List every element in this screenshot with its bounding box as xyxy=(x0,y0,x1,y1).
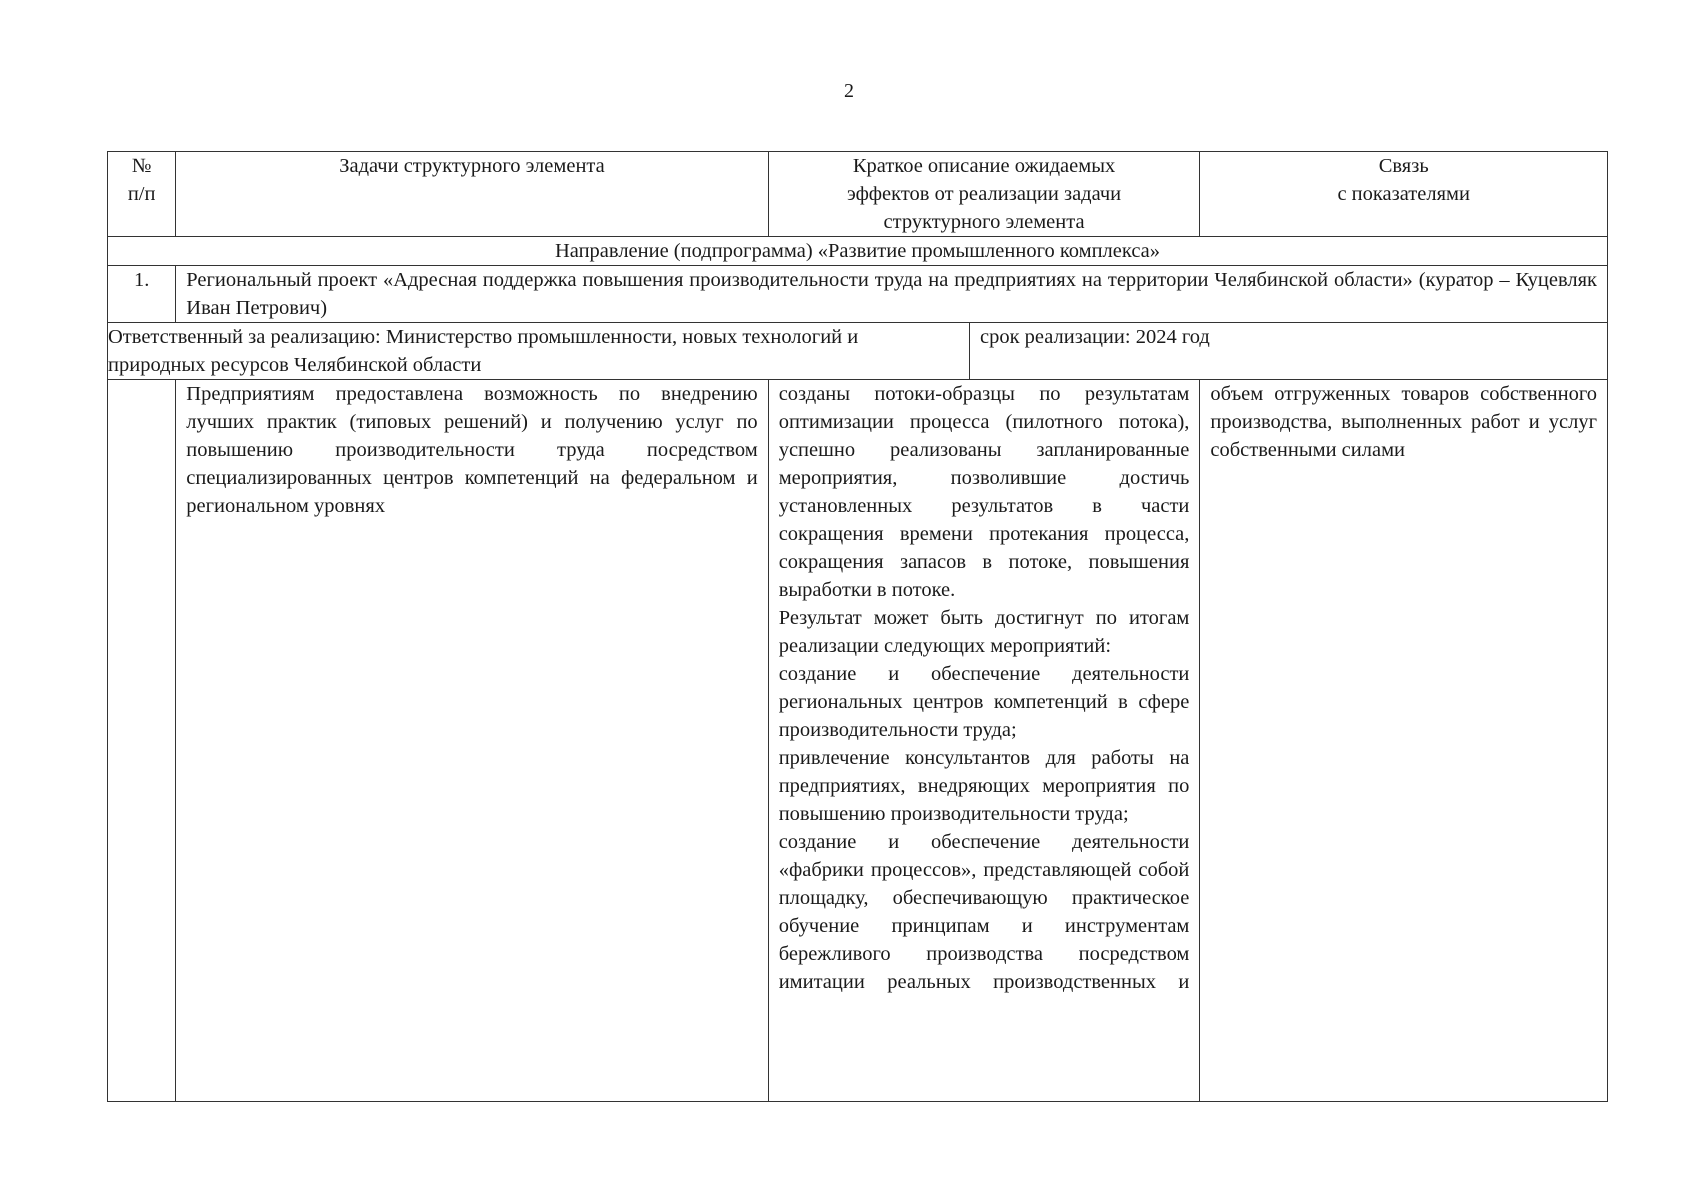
task-text: Предприятиям предоставлена возможность по внедрению лучших практик (типовых решений) и получению услуг по повышению производительности труда посредством специализированных центров компетенций на федеральном и региональном уровнях xyxy=(176,380,768,1102)
page-number: 2 xyxy=(844,80,854,102)
effects-paragraph: привлечение консультантов для работы на предприятиях, внедряющих мероприятия по повышению производительности труда; xyxy=(778,747,1190,825)
deadline-text: срок реализации: 2024 год xyxy=(980,326,1210,348)
direction-row xyxy=(108,237,1608,266)
header-link: Связь с показателями xyxy=(1200,152,1608,237)
project-title: Региональный проект «Адресная поддержка повышения производительности труда на предприятиях на территории Челябинской области» (куратор – Куцевляк Иван Петрович) xyxy=(176,266,1608,323)
project-row xyxy=(108,266,1608,323)
indicator-link-text: объем отгруженных товаров собственного производства, выполненных работ и услуг собственными силами xyxy=(1200,380,1608,1102)
effects-paragraph: Результат может быть достигнут по итогам реализации следующих мероприятий: xyxy=(778,607,1190,657)
task-row xyxy=(108,380,1608,1102)
project-number: 1. xyxy=(108,266,176,323)
header-number: № п/п xyxy=(108,152,176,237)
direction-title: Направление (подпрограмма) «Развитие промышленного комплекса» xyxy=(108,237,1608,266)
task-number xyxy=(108,380,176,1102)
effects-paragraph: созданы потоки-образцы по результатам оптимизации процесса (пилотного потока), успешно реализованы запланированные мероприятия, позволившие достичь установленных результатов в части сокращения времени протекания процесса, сокращения запасов в потоке, повышения выработки в потоке. xyxy=(778,383,1190,601)
structural-element-table xyxy=(107,151,1608,1102)
responsible-row xyxy=(108,323,1608,380)
header-effects: Краткое описание ожидаемых эффектов от реализации задачи структурного элемента xyxy=(768,152,1200,237)
effects-cell xyxy=(768,380,1200,1102)
effects-paragraph: создание и обеспечение деятельности «фабрики процессов», представляющей собой площадку, обеспечивающую практическое обучение принципам и инструментам бережливого производства посредством имитации реальных производственных и xyxy=(778,831,1190,993)
effects-paragraph: создание и обеспечение деятельности региональных центров компетенций в сфере производительности труда; xyxy=(778,663,1190,741)
header-tasks: Задачи структурного элемента xyxy=(176,152,768,237)
responsible-text: Ответственный за реализацию: Министерство промышленности, новых технологий и природных ресурсов Челябинской области xyxy=(98,323,970,379)
table-header-row xyxy=(108,152,1608,237)
